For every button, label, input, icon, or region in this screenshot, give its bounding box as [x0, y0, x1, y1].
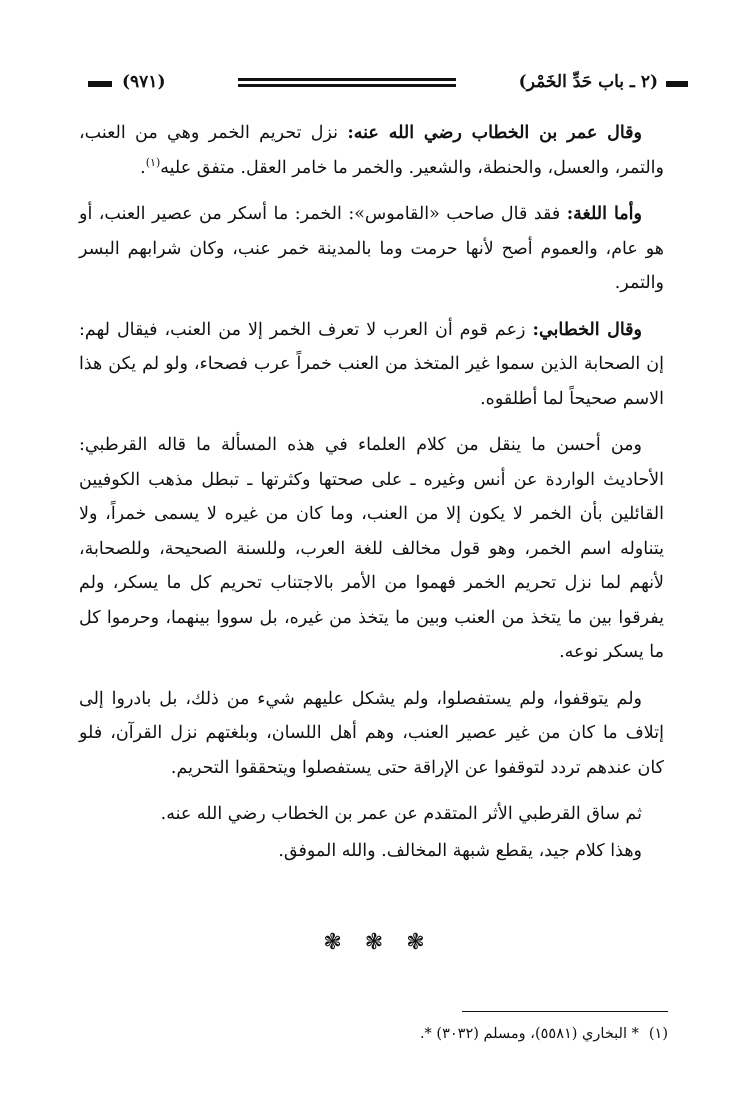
- page-number: (٩٧١): [122, 72, 166, 92]
- body-text: [79, 116, 664, 880]
- footnote-text: * البخاري (٥٥٨١)، ومسلم (٣٠٣٢) *.: [419, 1026, 639, 1042]
- running-header: [88, 70, 688, 100]
- paragraph-text: ثم ساق القرطبي الأثر المتقدم عن عمر بن الخطاب رضي الله عنه.: [160, 804, 642, 824]
- paragraph-text: فقد قال صاحب «القاموس»: الخمر: ما أسكر من عصير العنب، أو هو عام، والعموم أصح لأنها حرمت وما بالمدينة خمر عنب، وكان شرابهم البسر والتمر.: [79, 204, 664, 293]
- paragraph-lead: وقال عمر بن الخطاب رضي الله عنه:: [347, 123, 642, 143]
- paragraph-text: نزل تحريم الخمر وهي من العنب، والتمر، والعسل، والحنطة، والشعير. والخمر ما خامر العقل. متفق عليه: [79, 123, 664, 178]
- paragraph-end: .: [140, 157, 146, 178]
- paragraph-text: ولم يتوقفوا، ولم يستفصلوا، ولم يشكل عليهم شيء من ذلك، بل بادروا إلى إتلاف ما كان من غير عصير العنب، وهم أهل اللسان، وبلغتهم نزل القرآن، فلو كان عندهم تردد لتوقفوا عن الإراقة حتى يستفصلوا ويتحققوا التحريم.: [79, 688, 664, 778]
- paragraph-6: [79, 797, 664, 832]
- paragraph-2: [79, 197, 664, 301]
- header-bar-left: [88, 81, 112, 87]
- paragraph-3: [79, 313, 664, 417]
- header-rule: [238, 78, 456, 87]
- footnote-ref[interactable]: (١): [145, 155, 161, 169]
- section-ornament: ❃ ❃ ❃: [323, 930, 433, 955]
- chapter-title: (٢ ـ باب حَدِّ الخَمْر): [518, 72, 658, 92]
- paragraph-1: [79, 116, 664, 185]
- paragraph-4: [79, 428, 664, 670]
- paragraph-text: زعم قوم أن العرب لا تعرف الخمر إلا من العنب، فيقال لهم: إن الصحابة الذين سموا غير المتخذ من العنب خمراً عرب فصحاء، ولو لم يكن هذا الاسم صحيحاً لما أطلقوه.: [79, 319, 664, 409]
- header-bar-right: [666, 81, 688, 87]
- footnote-number: (١): [648, 1026, 668, 1042]
- paragraph-text: وهذا كلام جيد، يقطع شبهة المخالف. والله الموفق.: [278, 840, 642, 861]
- paragraph-lead: وقال الخطابي:: [532, 319, 642, 340]
- paragraph-7: [79, 834, 664, 869]
- footnote-divider: [462, 1011, 668, 1012]
- paragraph-text: ومن أحسن ما ينقل من كلام العلماء في هذه المسألة ما قاله القرطبي: الأحاديث الواردة عن أنس وغيره ـ على صحتها وكثرتها ـ تبطل مذهب الكوفيين القائلين بأن الخمر لا يكون إلا من العنب، وما كان من غيره لا يسمى خمراً، ولا يتناوله اسم الخمر، وهو قول مخالف للغة العرب، وللسنة الصحيحة، وللصحابة، لأنهم لما نزل تحريم الخمر فهموا من الأمر بالاجتناب تحريم كل ما يسكر، ولم يفرقوا بين ما يتخذ من العنب وبين ما يتخذ من غيره، بل سووا بينهما، وحرموا كل ما يسكر نوعه.: [79, 435, 664, 662]
- footnote: [83, 1022, 668, 1046]
- paragraph-lead: وأما اللغة:: [566, 204, 642, 224]
- paragraph-5: [79, 682, 664, 786]
